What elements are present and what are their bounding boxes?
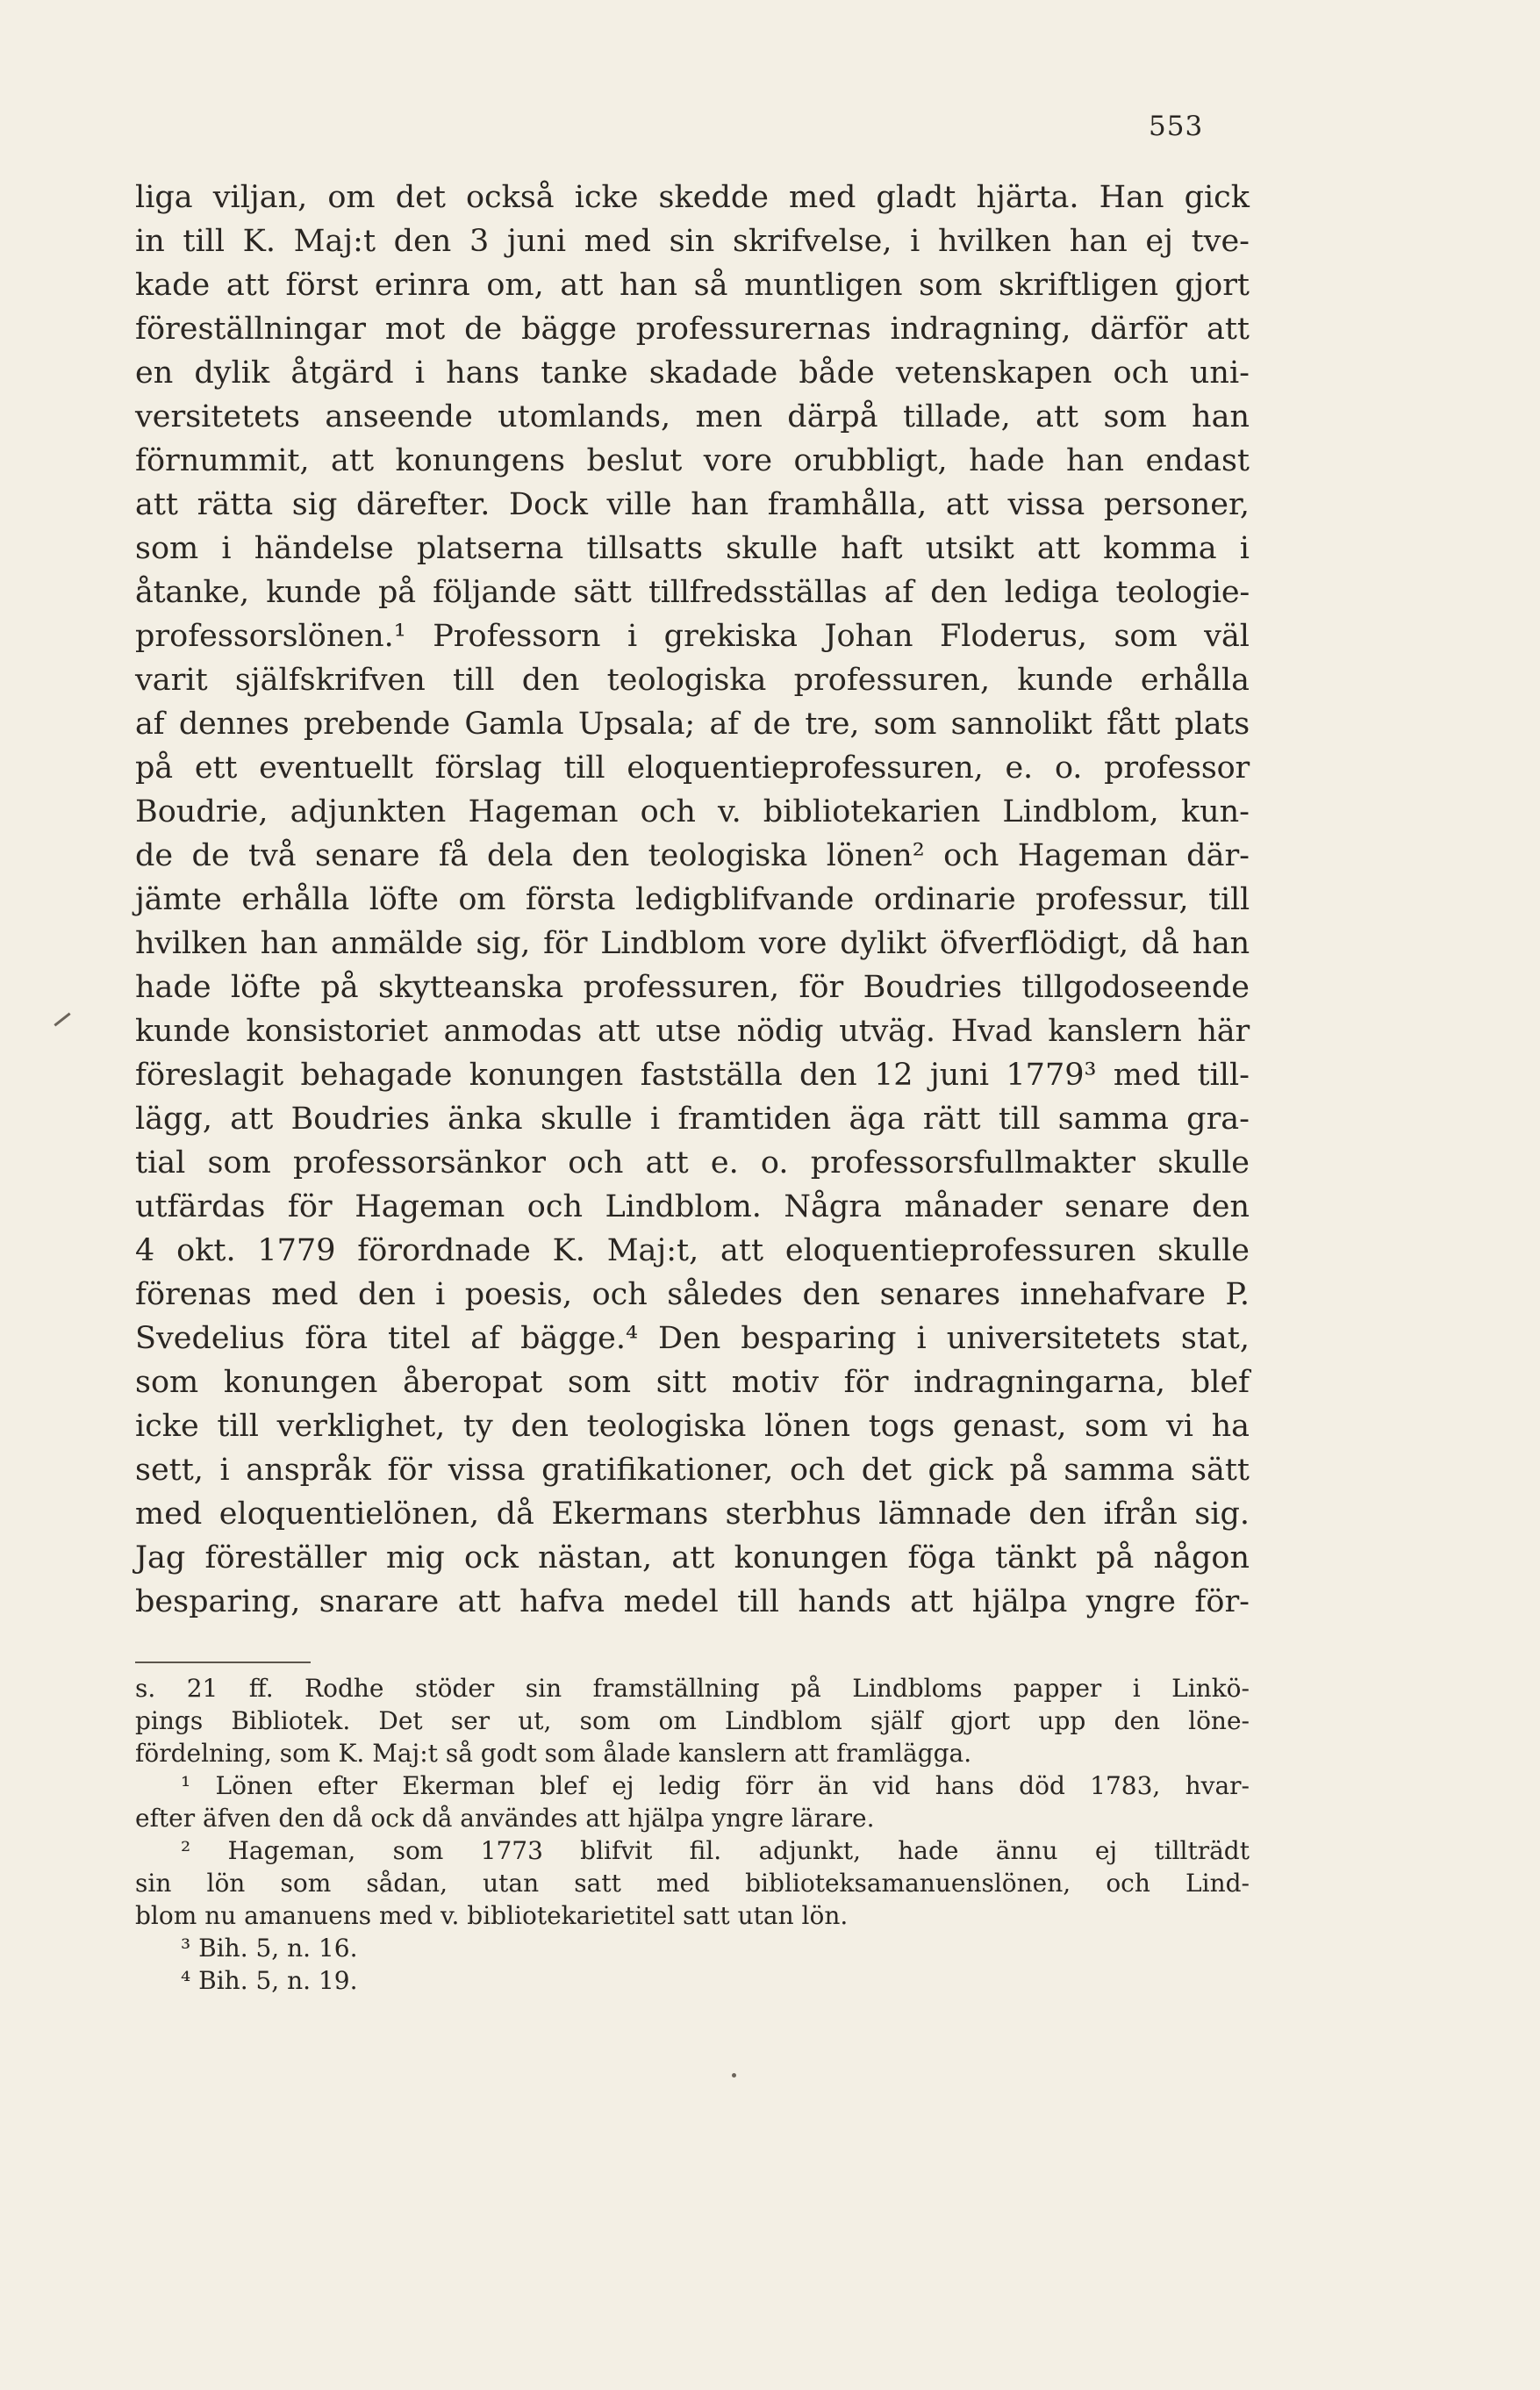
text-line: på ett eventuellt förslag till eloquentieprofessuren, e. o. professor: [135, 750, 1250, 786]
text-line: af dennes prebende Gamla Upsala; af de tre, som sannolikt fått plats: [135, 707, 1250, 742]
text-line: kunde konsistoriet anmodas att utse nödig utväg. Hvad kanslern här: [135, 1014, 1250, 1049]
footnote-4: ⁴ Bih. 5, n. 19.: [181, 1966, 358, 1995]
text-line: de de två senare få dela den teologiska lönen² och Hageman där-: [135, 838, 1250, 873]
footnote-line: fördelning, som K. Maj:t så godt som ålade kanslern att framlägga.: [135, 1739, 972, 1768]
footnote-1: ¹ Lönen efter Ekerman blef ej ledig förr än vid hans död 1783, hvar-: [181, 1771, 1250, 1800]
text-line: 4 okt. 1779 förordnade K. Maj:t, att eloquentieprofessuren skulle: [135, 1233, 1250, 1268]
text-line: en dylik åtgärd i hans tanke skadade både vetenskapen och uni-: [135, 355, 1250, 391]
text-line: tial som professorsänkor och att e. o. professorsfullmakter skulle: [135, 1145, 1250, 1181]
text-line: versitetets anseende utomlands, men därpå tillade, att som han: [135, 399, 1250, 434]
footnotes: [135, 1672, 1250, 1997]
footnote-line: sin lön som sådan, utan satt med biblioteksamanuenslönen, och Lind-: [135, 1869, 1250, 1898]
text-line: icke till verklighet, ty den teologiska lönen togs genast, som vi ha: [135, 1409, 1250, 1444]
text-line: besparing, snarare att hafva medel till hands att hjälpa yngre för-: [135, 1584, 1250, 1619]
footnote-2: ² Hageman, som 1773 blifvit fil. adjunkt, hade ännu ej tillträdt: [181, 1836, 1250, 1865]
text-line: jämte erhålla löfte om första ledigblifvande ordinarie professur, till: [135, 882, 1250, 917]
text-line: förenas med den i poesis, och således den senares innehafvare P.: [135, 1277, 1250, 1312]
text-line: förnummit, att konungens beslut vore orubbligt, hade han endast: [135, 443, 1250, 478]
footnote-line: pings Bibliotek. Det ser ut, som om Lindblom själf gjort upp den löne-: [135, 1706, 1250, 1735]
footnote-separator: [135, 1662, 311, 1663]
footnote-line: efter äfven den då ock då användes att hjälpa yngre lärare.: [135, 1804, 875, 1833]
text-line: föreslagit behagade konungen fastställa den 12 juni 1779³ med till-: [135, 1058, 1250, 1093]
text-line: åtanke, kunde på följande sätt tillfredsställas af den lediga teologie-: [135, 575, 1250, 610]
text-line: varit själfskrifven till den teologiska professuren, kunde erhålla: [135, 663, 1250, 698]
footnote-3: ³ Bih. 5, n. 16.: [181, 1934, 358, 1963]
text-line: Jag föreställer mig ock nästan, att konungen föga tänkt på någon: [135, 1540, 1250, 1575]
text-line: in till K. Maj:t den 3 juni med sin skrifvelse, i hvilken han ej tve-: [135, 224, 1250, 259]
main-text: [135, 176, 1250, 1624]
text-line: Svedelius föra titel af bägge.⁴ Den besparing i universitetets stat,: [135, 1321, 1250, 1356]
page-number: 553: [1149, 111, 1204, 142]
footnote-line: s. 21 ff. Rodhe stöder sin framställning på Lindbloms papper i Linkö-: [135, 1674, 1250, 1703]
paper-speck: [732, 2073, 736, 2078]
text-line: lägg, att Boudries änka skulle i framtiden äga rätt till samma gra-: [135, 1102, 1250, 1137]
footnote-line: blom nu amanuens med v. bibliotekarietitel satt utan lön.: [135, 1901, 849, 1930]
text-line: föreställningar mot de bägge professurernas indragning, därför att: [135, 312, 1250, 347]
text-line: kade att först erinra om, att han så muntligen som skriftligen gjort: [135, 268, 1250, 303]
text-line: med eloquentielönen, då Ekermans sterbhus lämnade den ifrån sig.: [135, 1496, 1250, 1532]
text-line: som i händelse platserna tillsatts skulle haft utsikt att komma i: [135, 531, 1250, 566]
text-line: sett, i anspråk för vissa gratifikationer, och det gick på samma sätt: [135, 1453, 1250, 1488]
text-line: som konungen åberopat som sitt motiv för indragningarna, blef: [135, 1365, 1250, 1400]
text-line: att rätta sig därefter. Dock ville han framhålla, att vissa personer,: [135, 487, 1250, 522]
text-line: hade löfte på skytteanska professuren, för Boudries tillgodoseende: [135, 970, 1250, 1005]
margin-pencil-mark: [54, 1013, 70, 1027]
text-line: Boudrie, adjunkten Hageman och v. bibliotekarien Lindblom, kun-: [135, 794, 1250, 829]
text-line: hvilken han anmälde sig, för Lindblom vore dylikt öfverflödigt, då han: [135, 926, 1250, 961]
text-line: professorslönen.¹ Professorn i grekiska Johan Floderus, som väl: [135, 619, 1250, 654]
text-line: liga viljan, om det också icke skedde med gladt hjärta. Han gick: [135, 180, 1250, 215]
text-line: utfärdas för Hageman och Lindblom. Några månader senare den: [135, 1189, 1250, 1224]
